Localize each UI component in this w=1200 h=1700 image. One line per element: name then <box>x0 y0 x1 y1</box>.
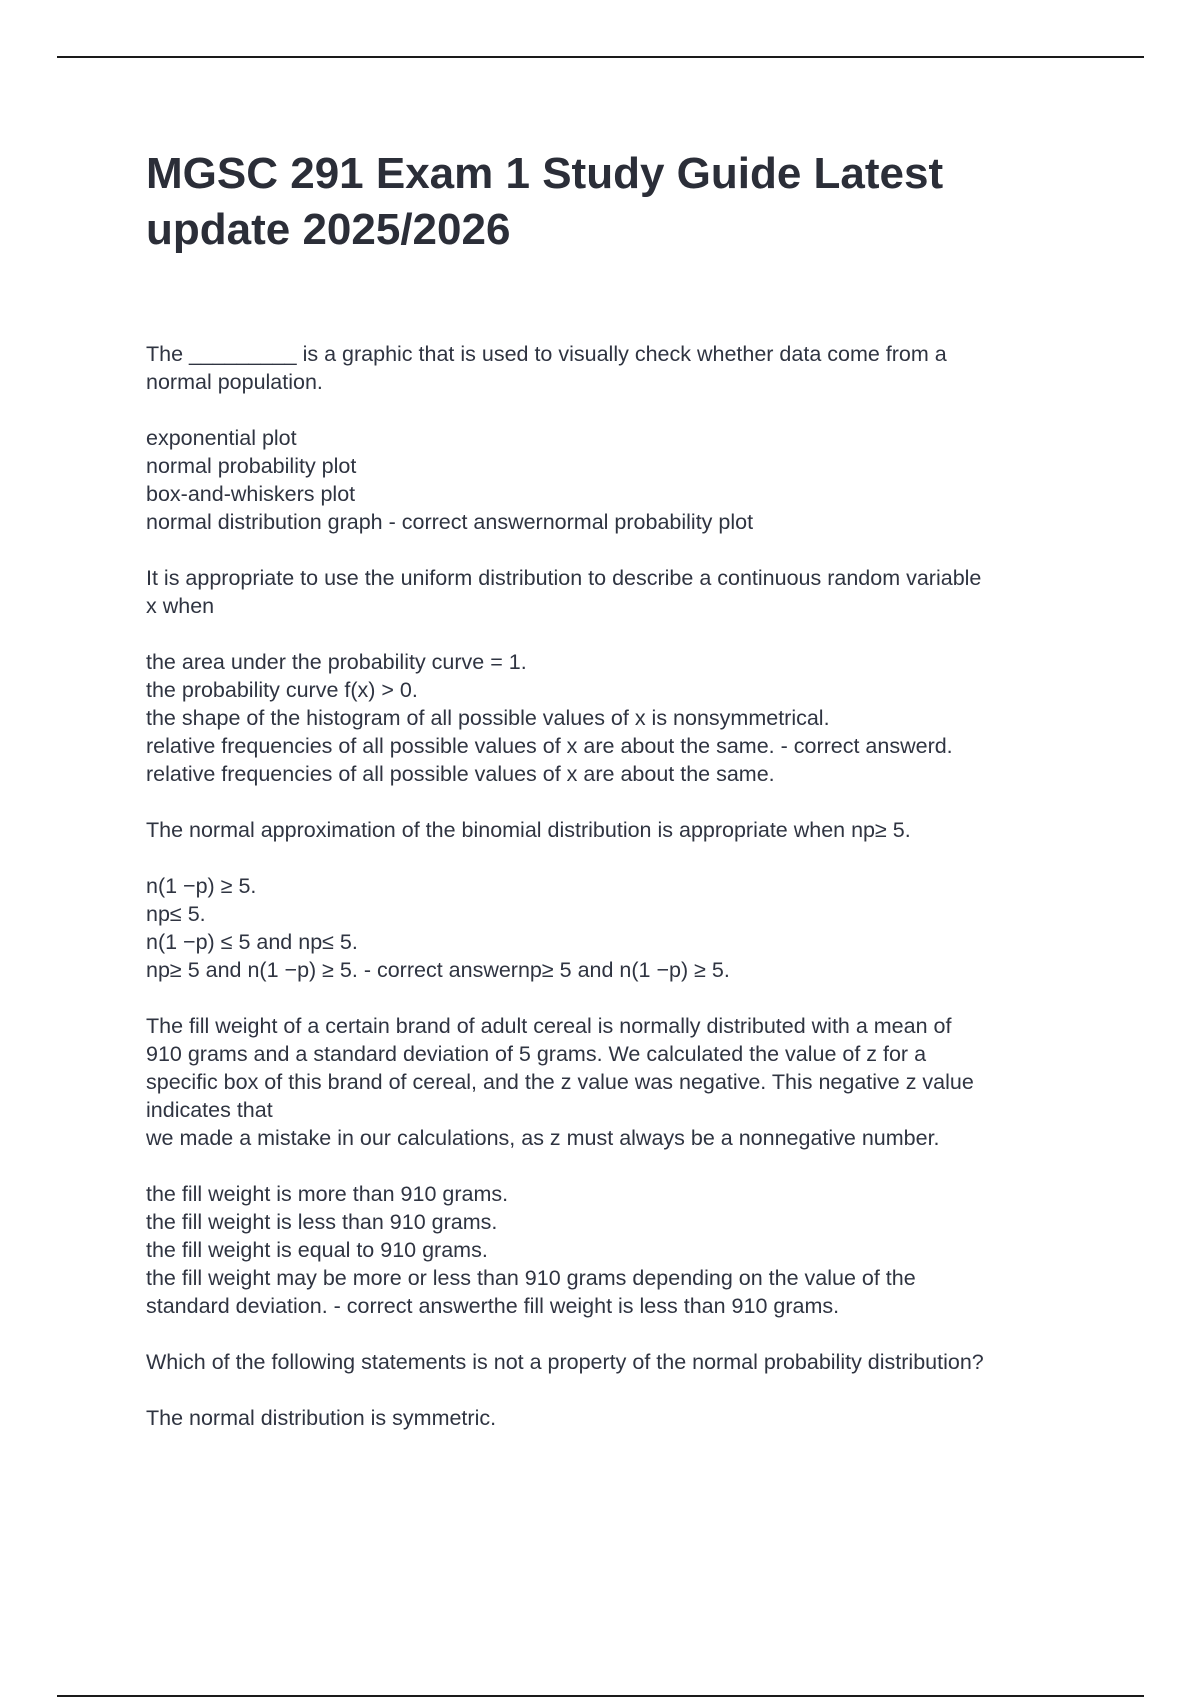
text-line: np≤ 5. <box>146 902 206 926</box>
text-line: Which of the following statements is not a property of the normal probability distribution? <box>146 1350 984 1374</box>
text-line: exponential plot <box>146 426 297 450</box>
text-line: the fill weight is equal to 910 grams. <box>146 1238 488 1262</box>
text-line: relative frequencies of all possible values of x are about the same. - correct answerd. <box>146 734 953 758</box>
text-line: the fill weight is less than 910 grams. <box>146 1210 498 1234</box>
text-line: The _________ is a graphic that is used to visually check whether data come from a <box>146 342 947 366</box>
text-line: n(1 −p) ≤ 5 and np≤ 5. <box>146 930 358 954</box>
paragraph-gap <box>146 984 1106 1012</box>
text-line: 910 grams and a standard deviation of 5 grams. We calculated the value of z for a <box>146 1042 927 1066</box>
text-line: The normal approximation of the binomial distribution is appropriate when np≥ 5. <box>146 818 911 842</box>
text-line: the probability curve f(x) > 0. <box>146 678 418 702</box>
text-line: indicates that <box>146 1098 273 1122</box>
text-line: box-and-whiskers plot <box>146 482 356 506</box>
bottom-rule <box>57 1695 1144 1697</box>
paragraph-gap <box>146 536 1106 564</box>
paragraph-gap <box>146 844 1106 872</box>
text-line: the fill weight may be more or less than 910 grams depending on the value of the <box>146 1266 916 1290</box>
paragraph-gap <box>146 1320 1106 1348</box>
paragraph-gap <box>146 788 1106 816</box>
text-line: normal population. <box>146 370 323 394</box>
paragraph-gap <box>146 1152 1106 1180</box>
paragraph-gap <box>146 396 1106 424</box>
text-line: x when <box>146 594 215 618</box>
text-line: standard deviation. - correct answerthe fill weight is less than 910 grams. <box>146 1294 840 1318</box>
text-line: It is appropriate to use the uniform distribution to describe a continuous random variable <box>146 566 982 590</box>
text-line: normal distribution graph - correct answernormal probability plot <box>146 510 754 534</box>
text-line: we made a mistake in our calculations, as z must always be a nonnegative number. <box>146 1126 940 1150</box>
paragraph-gap <box>146 620 1106 648</box>
text-line: specific box of this brand of cereal, and the z value was negative. This negative z value <box>146 1070 974 1094</box>
text-line: relative frequencies of all possible values of x are about the same. <box>146 762 775 786</box>
paragraph-gap <box>146 1376 1106 1404</box>
text-line: normal probability plot <box>146 454 357 478</box>
top-rule <box>57 56 1144 58</box>
document-body <box>146 340 1106 1432</box>
document-title: MGSC 291 Exam 1 Study Guide Latest update 2025/2026 <box>146 149 944 254</box>
text-line: The normal distribution is symmetric. <box>146 1406 497 1430</box>
text-line: The fill weight of a certain brand of adult cereal is normally distributed with a mean of <box>146 1014 952 1038</box>
text-line: n(1 −p) ≥ 5. <box>146 874 257 898</box>
text-line: the fill weight is more than 910 grams. <box>146 1182 509 1206</box>
text-line: np≥ 5 and n(1 −p) ≥ 5. - correct answernp≥ 5 and n(1 −p) ≥ 5. <box>146 958 730 982</box>
text-line: the shape of the histogram of all possible values of x is nonsymmetrical. <box>146 706 830 730</box>
text-line: the area under the probability curve = 1. <box>146 650 527 674</box>
